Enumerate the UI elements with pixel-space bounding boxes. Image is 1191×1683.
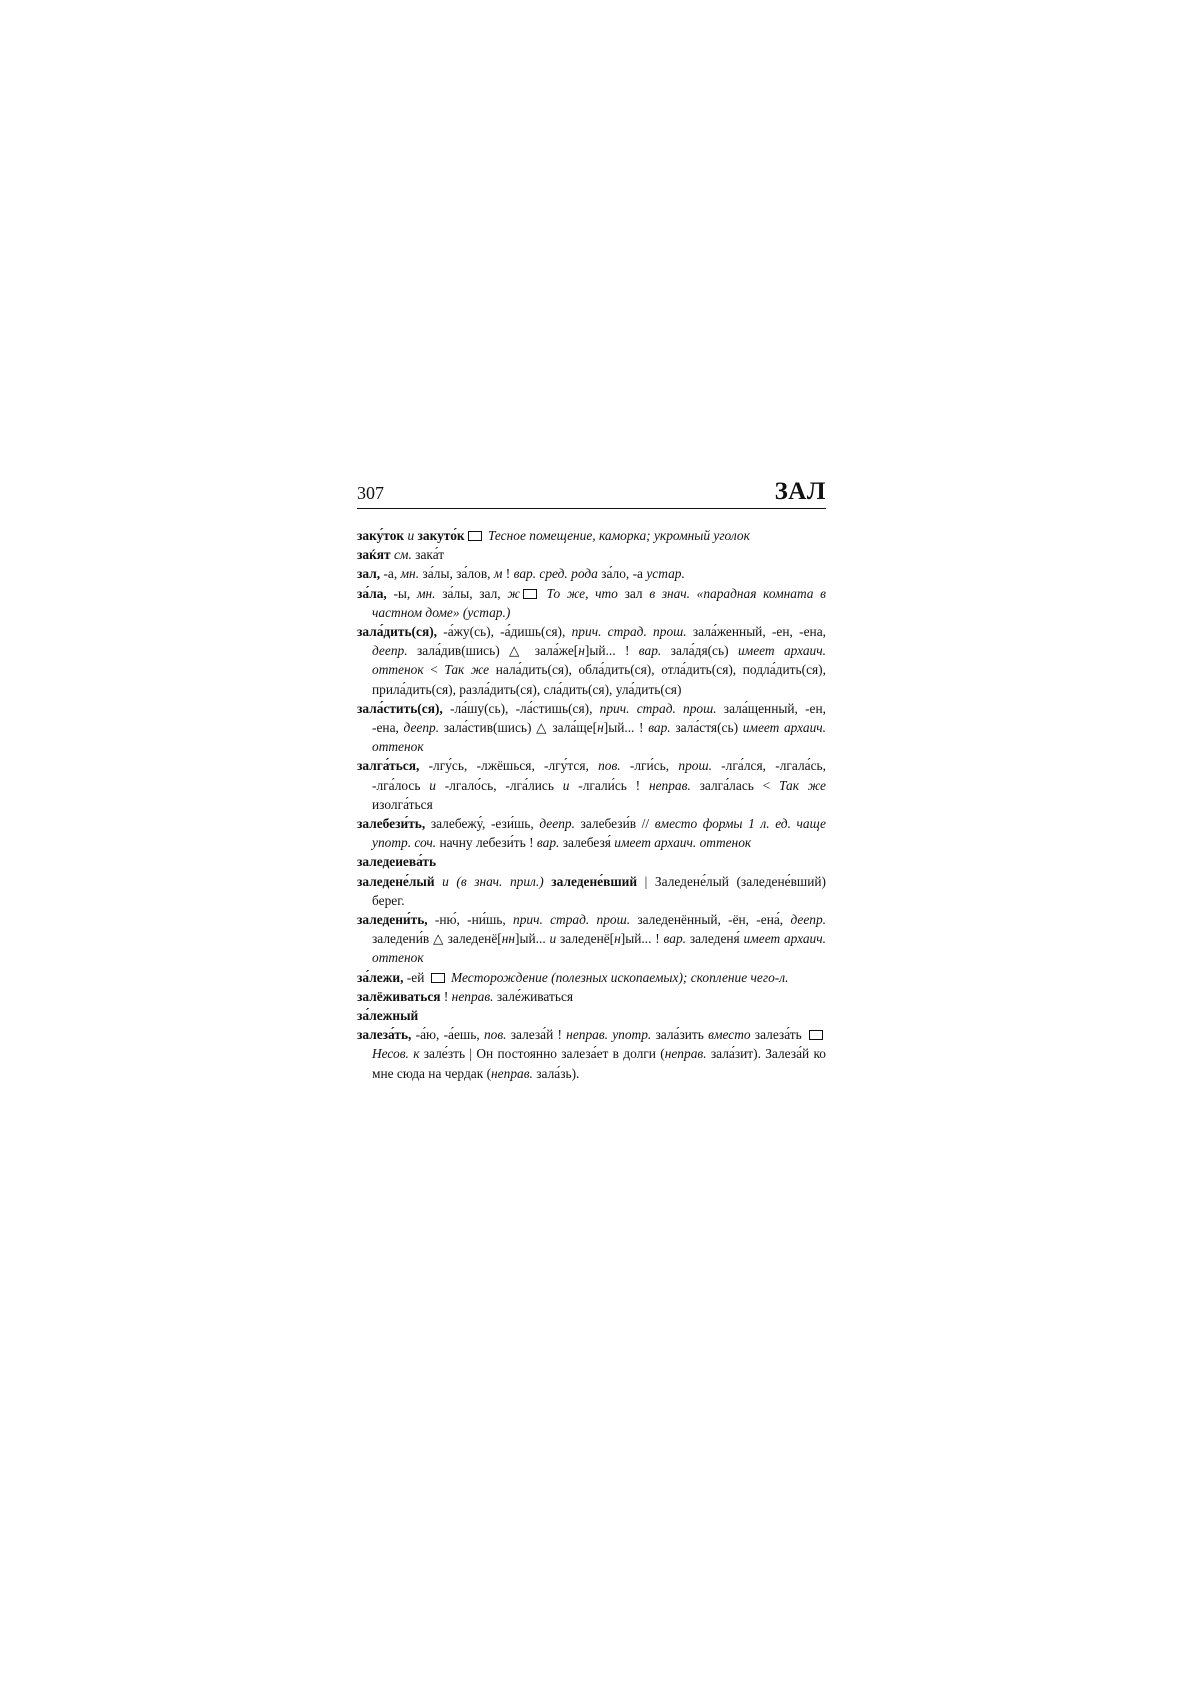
italic-note: пов.	[483, 1027, 507, 1043]
italic-note: вместо	[708, 1027, 751, 1043]
entry-text: зала́женный, -ен, -ена,	[686, 624, 826, 640]
italic-note: мн.	[416, 585, 436, 601]
entry-text: залеза́ть	[750, 1027, 806, 1043]
italic-note: вар.	[648, 720, 671, 736]
italic-note: деепр.	[790, 912, 826, 928]
italic-note: деепр.	[403, 720, 440, 736]
entry-text: -а,	[380, 566, 401, 582]
headword: закуто́к	[417, 528, 465, 543]
entry-text: -ню́, -ни́шь,	[427, 912, 513, 928]
entry-text: !	[502, 566, 514, 582]
dictionary-entry	[357, 584, 826, 622]
italic-note: прич. страд. прош.	[599, 700, 717, 716]
entry-text: заледенённый, -ён, -ена́,	[630, 912, 791, 928]
italic-note: м	[493, 566, 503, 582]
italic-note: деепр.	[372, 643, 408, 659]
italic-note: имеет архаич. оттенок	[372, 720, 826, 755]
entry-text: ]ый... !	[620, 931, 664, 947]
entry-text: -лги́сь,	[620, 758, 679, 774]
running-title: ЗАЛ	[774, 478, 826, 505]
entry-text: зала́зить	[651, 1027, 709, 1043]
entry-text: -ла́шу(сь), -ла́стишь(ся),	[442, 700, 600, 716]
entry-text: зала́зит). Залеза́й ко мне сюда на чердак (	[372, 1046, 826, 1081]
dictionary-entry	[357, 545, 826, 564]
entry-text: <	[423, 662, 445, 678]
entry-text: зала́стя(сь)	[670, 720, 743, 736]
entry-text: -а́жу(сь), -а́дишь(ся),	[437, 624, 572, 640]
entry-text: зале́зть | Он постоянно залеза́ет в долги (	[419, 1046, 665, 1062]
italic-note: неправ.	[664, 1046, 707, 1062]
entry-text: заледени́в △ заледенё[	[372, 931, 502, 947]
dictionary-entry	[357, 987, 826, 1006]
italic-note: см.	[390, 547, 412, 563]
italic-note: и	[549, 931, 557, 947]
headword: за́ла,	[357, 585, 387, 601]
entry-text: залга́лась <	[690, 777, 780, 793]
entry-text: зал	[617, 585, 650, 601]
dictionary-entry	[357, 526, 826, 545]
dictionary-entry	[357, 872, 826, 910]
definition-box-icon	[523, 589, 537, 599]
italic-note: имеет архаич. оттенок	[614, 835, 752, 851]
italic-note: неправ.	[648, 777, 691, 793]
dictionary-entry	[357, 756, 826, 814]
entry-text: ]ый...	[515, 931, 550, 947]
italic-note: прош.	[678, 758, 712, 774]
entry-text: ]ый... !	[603, 720, 649, 736]
entry-text: залебези́в //	[574, 816, 655, 832]
italic-note: ж	[507, 585, 520, 601]
entry-text: -ей	[403, 969, 428, 985]
definition-box-icon	[809, 1030, 823, 1040]
italic-note: Несов. к	[372, 1046, 420, 1062]
italic-note: Так же	[444, 662, 490, 678]
entry-text: -лга́лся, -лгала́сь, -лга́лось	[372, 758, 826, 793]
entry-text: зала́дя(сь)	[661, 643, 738, 659]
italic-note: вар.	[536, 835, 560, 851]
entry-text: заледеня́	[686, 931, 744, 947]
italic-note: неправ. употр.	[566, 1027, 652, 1043]
entry-text: зала́щенный, -ен, -ена,	[372, 700, 826, 736]
entry-text: изолга́ться	[372, 796, 433, 812]
headword: залёживаться	[357, 988, 441, 1004]
dictionary-entry	[357, 622, 826, 699]
entry-text: -лгало́сь, -лга́лись	[435, 777, 563, 793]
dictionary-entry	[357, 852, 826, 871]
entry-text: за́лы, за́лов,	[419, 566, 494, 582]
headword: залеза́ть,	[357, 1027, 412, 1043]
italic-note: н	[597, 720, 604, 736]
italic-note: прич. страд. прош.	[513, 912, 631, 928]
dictionary-entry	[357, 1006, 826, 1025]
entry-text: ]ый... !	[584, 643, 639, 659]
entry-text: заледенё[	[556, 931, 615, 947]
headword: заледене́лый	[357, 873, 435, 889]
entry-text: | Заледене́лый (заледене́вший) берег.	[372, 873, 826, 908]
italic-note: вар. сред. рода	[513, 566, 598, 582]
entry-text: зала́стив(шись) △ зала́ще[	[439, 720, 598, 736]
entry-text: зака́т	[411, 547, 445, 563]
italic-note: н	[614, 931, 621, 947]
page-header	[357, 476, 826, 509]
entry-text: за́лы, зал,	[435, 585, 508, 601]
headword: заледене́вший	[543, 873, 638, 889]
dictionary-entry	[357, 564, 826, 583]
italic-note: деепр.	[539, 816, 575, 832]
italic-note: в знач. «парадная комната в частном доме» (устар.)	[372, 585, 826, 620]
italic-note: нн	[501, 931, 516, 947]
headword: заќят	[357, 547, 391, 563]
italic-note: неправ.	[451, 988, 494, 1004]
dictionary-entries	[357, 526, 826, 1083]
entry-text: залебезя́	[559, 835, 615, 851]
italic-note: То же, что	[539, 585, 618, 601]
italic-note: устар.	[646, 566, 685, 582]
dictionary-entry	[357, 968, 826, 987]
dictionary-entry	[357, 699, 826, 757]
dictionary-entry	[357, 910, 826, 968]
dictionary-entry	[357, 814, 826, 852]
headword: залебези́ть,	[357, 816, 426, 832]
entry-text: залебежу́, -ези́шь,	[425, 816, 540, 832]
italic-note: и (в знач. прил.)	[434, 873, 544, 889]
headword: залга́ться,	[357, 758, 420, 774]
italic-note: и	[404, 528, 418, 543]
italic-note: Так же	[779, 777, 826, 793]
italic-note: прич. страд. прош.	[571, 624, 687, 640]
entry-text: нала́дить(ся), обла́дить(ся), отла́дить(ся), подла́дить(ся), прила́дить(ся), разла́дить(ся), сла́дить(ся), ула́дить(ся)	[372, 662, 826, 697]
entry-text: -лгу́сь, -лжёшься, -лгу́тся,	[419, 758, 599, 774]
headword: зал,	[357, 566, 381, 582]
italic-note: и	[562, 777, 570, 793]
italic-note: Месторождение (полезных ископаемых); скопление чего-л.	[447, 969, 789, 985]
italic-note: имеет архаич. оттенок	[372, 931, 826, 966]
entry-text: зала́див(шись) △ зала́же[	[407, 643, 579, 659]
entry-text: -лгали́сь !	[569, 777, 649, 793]
entry-text: начну лебези́ть !	[436, 835, 537, 851]
page-number: 307	[357, 483, 384, 503]
entry-text: за́ло, -а	[597, 566, 647, 582]
dictionary-entry	[357, 1025, 826, 1083]
italic-note: Тесное помещение, каморка; укромный уголок	[484, 528, 750, 543]
definition-box-icon	[431, 973, 445, 983]
entry-text: -а́ю, -а́ешь,	[411, 1027, 484, 1043]
italic-note: мн.	[400, 566, 420, 582]
italic-note: неправ.	[491, 1065, 533, 1081]
italic-note: и	[429, 777, 436, 793]
entry-text: !	[440, 988, 452, 1004]
italic-note: н	[578, 643, 585, 659]
entry-text: -ы,	[386, 585, 417, 601]
headword: за́лежный	[357, 1008, 419, 1024]
italic-note: пов.	[598, 758, 621, 774]
italic-note: вар.	[663, 931, 687, 947]
headword: заледеиева́ть	[357, 854, 437, 870]
headword: зала́стить(ся),	[357, 700, 443, 716]
headword: зала́дить(ся),	[357, 624, 438, 640]
italic-note: вместо формы 1 л. ед. чаще употр. соч.	[372, 816, 827, 851]
headword: заледени́ть,	[357, 912, 428, 928]
headword: заку́ток	[357, 528, 405, 543]
italic-note: вар.	[638, 643, 662, 659]
definition-box-icon	[468, 531, 482, 541]
italic-note: имеет архаич. оттенок	[372, 643, 826, 678]
entry-text: зале́живаться	[493, 988, 574, 1004]
entry-text: зала́зь).	[532, 1065, 580, 1081]
headword: за́лежи,	[357, 969, 404, 985]
entry-text: залеза́й !	[506, 1027, 567, 1043]
